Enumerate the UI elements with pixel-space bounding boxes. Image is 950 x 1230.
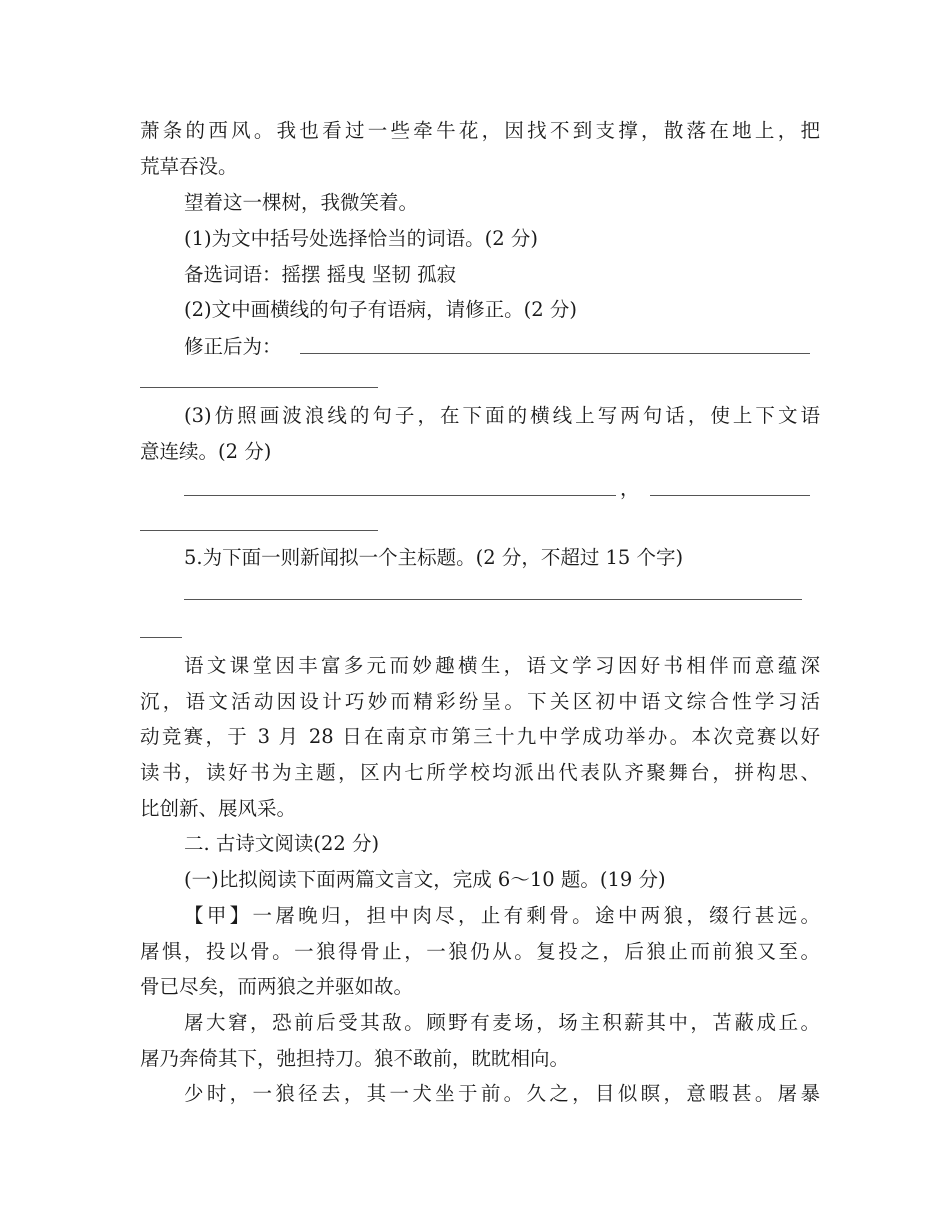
news-paragraph-line: 动竞赛，于 3 月 28 日在南京市第三十九中学成功举办。本次竞赛以好 — [140, 725, 820, 748]
text-line: 意连续。(2 分) — [140, 440, 272, 463]
news-paragraph-line: 语文课堂因丰富多元而妙趣横生，语文学习因好书相伴而意蕴深 — [184, 654, 820, 677]
subsection-heading: (一)比拟阅读下面两篇文言文，完成 6～10 题。(19 分) — [184, 868, 666, 891]
comma-mark: ， — [620, 477, 640, 500]
answer-line — [184, 599, 802, 600]
answer-line — [140, 530, 378, 531]
classical-text-line: 屠惧，投以骨。一狼得骨止，一狼仍从。复投之，后狼止而前狼又至。 — [140, 940, 820, 963]
section-heading: 二. 古诗文阅读(22 分) — [184, 832, 380, 855]
word-options: 备选词语：摇摆 摇曳 坚韧 孤寂 — [184, 263, 457, 286]
news-paragraph-line: 比创新、展风采。 — [140, 797, 297, 820]
answer-line — [140, 387, 378, 388]
classical-text-line: 骨已尽矣，而两狼之并驱如故。 — [140, 975, 414, 998]
news-paragraph-line: 读书，读好书为主题，区内七所学校均派出代表队齐聚舞台，拼构思、 — [140, 761, 820, 784]
classical-text-line: 少时，一狼径去，其一犬坐于前。久之，目似瞑，意暇甚。屠暴 — [184, 1082, 820, 1105]
question-3: (3)仿照画波浪线的句子，在下面的横线上写两句话，使上下文语 — [184, 404, 820, 427]
correction-label: 修正后为： — [184, 335, 282, 358]
text-line: 望着这一棵树，我微笑着。 — [184, 191, 419, 214]
question-2: (2)文中画横线的句子有语病，请修正。(2 分) — [184, 298, 577, 321]
text-line: 萧条的西风。我也看过一些牵牛花，因找不到支撑，散落在地上，把 — [140, 119, 820, 142]
classical-text-line: 屠乃奔倚其下，弛担持刀。狼不敢前，眈眈相向。 — [140, 1047, 570, 1070]
answer-line — [300, 353, 810, 354]
classical-text-line: 【甲】一屠晚归，担中肉尽，止有剩骨。途中两狼，缀行甚远。 — [184, 904, 820, 927]
question-5: 5.为下面一则新闻拟一个主标题。(2 分，不超过 15 个字) — [184, 546, 684, 569]
answer-line — [650, 495, 810, 496]
question-1: (1)为文中括号处选择恰当的词语。(2 分) — [184, 227, 538, 250]
text-line: 荒草吞没。 — [140, 155, 238, 178]
answer-line — [140, 637, 182, 638]
answer-line — [184, 495, 616, 496]
news-paragraph-line: 沉，语文活动因设计巧妙而精彩纷呈。下关区初中语文综合性学习活 — [140, 690, 820, 713]
classical-text-line: 屠大窘，恐前后受其敌。顾野有麦场，场主积薪其中，苫蔽成丘。 — [184, 1011, 820, 1034]
